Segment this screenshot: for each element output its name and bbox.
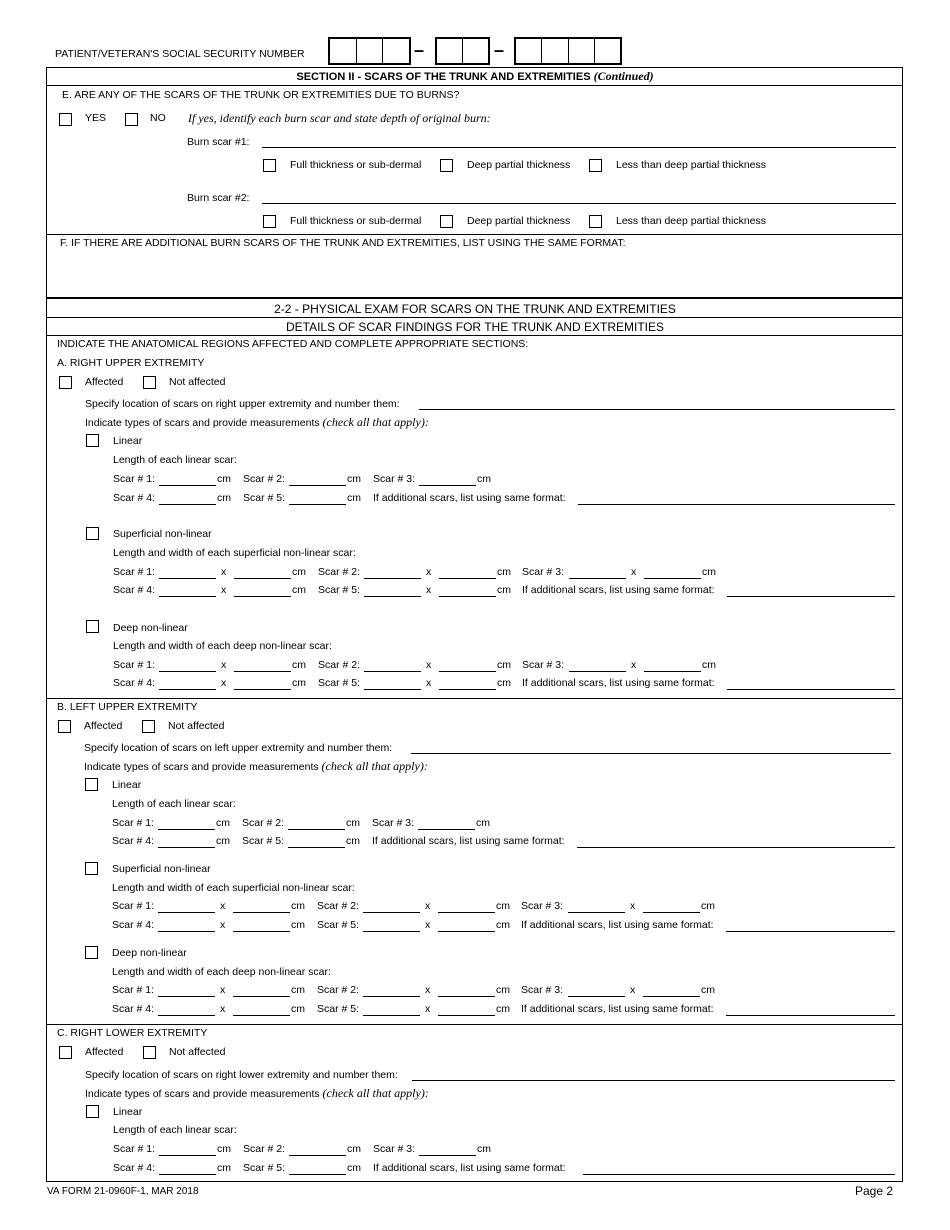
unit-cm: cm (497, 659, 511, 671)
times-x: x (426, 677, 432, 689)
times-x: x (425, 919, 431, 931)
c-not-affected-checkbox[interactable] (143, 1046, 156, 1059)
unit-cm: cm (347, 492, 361, 504)
b-deep-len-label: Length and width of each deep non-linear scar: (112, 966, 331, 978)
b-lin-additional-label: If additional scars, list using same format: (372, 835, 565, 847)
b-deep-scar4-width[interactable] (233, 1015, 290, 1016)
divider (47, 234, 903, 235)
c-linear-checkbox[interactable] (86, 1105, 99, 1118)
b-sup-scar4-length[interactable] (158, 931, 215, 932)
b-lin-scar4-field[interactable] (158, 847, 215, 848)
b-lin-scar2-label: Scar # 2: (242, 817, 285, 829)
times-x: x (425, 984, 431, 996)
b-sup-scar3-length[interactable] (568, 912, 625, 913)
a-sup-additional-field[interactable] (727, 596, 895, 597)
b-sup-scar1-label: Scar # 1: (112, 900, 155, 912)
b-deep-additional-label: If additional scars, list using same format: (521, 1003, 714, 1015)
a-deep-additional-label: If additional scars, list using same format: (522, 677, 715, 689)
form-number: VA FORM 21-0960F-1, MAR 2018 (47, 1186, 199, 1197)
unit-cm: cm (477, 1143, 491, 1155)
b-deep-scar5-label: Scar # 5: (317, 1003, 360, 1015)
a-lin-scar2-field[interactable] (289, 485, 346, 486)
a-superficial-len-label: Length and width of each superficial non-linear scar: (113, 547, 356, 559)
b-deep-scar2-length[interactable] (363, 996, 420, 997)
c-lin-scar5-field[interactable] (289, 1174, 346, 1175)
burn1-less-checkbox[interactable] (589, 159, 602, 172)
a-sup-scar1-label: Scar # 1: (113, 566, 156, 578)
a-deep-scar4-length[interactable] (159, 689, 216, 690)
b-affected-label: Affected (84, 720, 123, 732)
divider (47, 1024, 903, 1025)
burn1-deep-checkbox[interactable] (440, 159, 453, 172)
c-affected-label: Affected (85, 1046, 124, 1058)
b-deep-scar1-length[interactable] (158, 996, 215, 997)
a-deep-scar3-label: Scar # 3: (522, 659, 565, 671)
times-x: x (426, 584, 432, 596)
times-x: x (220, 1003, 226, 1015)
unit-cm: cm (347, 1162, 361, 1174)
burn2-full-label: Full thickness or sub-dermal (290, 215, 422, 227)
a-linear-checkbox[interactable] (86, 434, 99, 447)
c-lin-additional-field[interactable] (583, 1174, 895, 1175)
unit-cm: cm (292, 566, 306, 578)
unit-cm: cm (347, 473, 361, 485)
b-sup-scar5-length[interactable] (363, 931, 420, 932)
a-deep-additional-field[interactable] (727, 689, 895, 690)
a-sup-scar1-length[interactable] (159, 578, 216, 579)
unit-cm: cm (291, 919, 305, 931)
divider (47, 85, 903, 86)
b-deep-label: Deep non-linear (112, 947, 187, 959)
c-indicate-types: Indicate types of scars and provide measurements (check all that apply): (85, 1086, 429, 1100)
times-x: x (631, 659, 637, 671)
c-not-affected-label: Not affected (169, 1046, 226, 1058)
c-lin-scar2-label: Scar # 2: (243, 1143, 286, 1155)
unit-cm: cm (496, 1003, 510, 1015)
region-c-title: C. RIGHT LOWER EXTREMITY (57, 1027, 208, 1039)
unit-cm: cm (292, 659, 306, 671)
b-lin-scar4-label: Scar # 4: (112, 835, 155, 847)
a-sup-scar2-label: Scar # 2: (318, 566, 361, 578)
burn-scar-2-field[interactable] (262, 203, 896, 204)
unit-cm: cm (216, 817, 230, 829)
b-specify-label: Specify location of scars on left upper extremity and number them: (84, 742, 393, 754)
a-sup-scar5-label: Scar # 5: (318, 584, 361, 596)
a-lin-scar4-field[interactable] (159, 504, 216, 505)
b-deep-scar5-width[interactable] (438, 1015, 495, 1016)
b-lin-scar1-field[interactable] (158, 829, 215, 830)
region-a-title: A. RIGHT UPPER EXTREMITY (57, 357, 205, 369)
b-deep-scar1-label: Scar # 1: (112, 984, 155, 996)
c-lin-scar2-field[interactable] (289, 1155, 346, 1156)
a-deep-scar1-width[interactable] (234, 671, 291, 672)
question-e: E. ARE ANY OF THE SCARS OF THE TRUNK OR EXTREMITIES DUE TO BURNS? (62, 89, 460, 101)
unit-cm: cm (291, 900, 305, 912)
b-deep-scar4-length[interactable] (158, 1015, 215, 1016)
a-indicate-types: Indicate types of scars and provide measurements (check all that apply): (85, 415, 429, 429)
a-sup-additional-label: If additional scars, list using same format: (522, 584, 715, 596)
times-x: x (426, 566, 432, 578)
a-linear-len-label: Length of each linear scar: (113, 454, 237, 466)
unit-cm: cm (497, 566, 511, 578)
c-specify-label: Specify location of scars on right lower extremity and number them: (85, 1069, 398, 1081)
unit-cm: cm (496, 919, 510, 931)
b-deep-checkbox[interactable] (85, 946, 98, 959)
unit-cm: cm (496, 984, 510, 996)
b-affected-checkbox[interactable] (58, 720, 71, 733)
burn-instruction: If yes, identify each burn scar and state depth of original burn: (188, 111, 491, 125)
a-lin-scar1-label: Scar # 1: (113, 473, 156, 485)
a-lin-scar1-field[interactable] (159, 485, 216, 486)
b-deep-scar5-length[interactable] (363, 1015, 420, 1016)
times-x: x (631, 566, 637, 578)
section-continued: (Continued) (593, 69, 654, 83)
times-x: x (221, 659, 227, 671)
yes-label: YES (85, 112, 107, 124)
a-affected-checkbox[interactable] (59, 376, 72, 389)
unit-cm: cm (702, 659, 716, 671)
unit-cm: cm (701, 984, 715, 996)
b-not-affected-label: Not affected (168, 720, 225, 732)
additional-burn-scars-field[interactable] (60, 252, 895, 296)
ssn-part-2[interactable] (435, 37, 490, 65)
a-deep-checkbox[interactable] (86, 620, 99, 633)
a-sup-scar4-width[interactable] (234, 596, 291, 597)
b-sup-scar5-width[interactable] (438, 931, 495, 932)
region-b-title: B. LEFT UPPER EXTREMITY (57, 701, 198, 713)
b-lin-scar5-label: Scar # 5: (242, 835, 285, 847)
c-lin-scar3-label: Scar # 3: (373, 1143, 416, 1155)
b-lin-scar3-field[interactable] (418, 829, 475, 830)
b-linear-len-label: Length of each linear scar: (112, 798, 236, 810)
a-deep-scar1-label: Scar # 1: (113, 659, 156, 671)
unit-cm: cm (291, 1003, 305, 1015)
ssn-dash-1: – (414, 40, 425, 60)
question-f: F. IF THERE ARE ADDITIONAL BURN SCARS OF THE TRUNK AND EXTREMITIES, LIST USING THE SAME FORMAT: (60, 237, 626, 249)
b-indicate-types: Indicate types of scars and provide measurements (check all that apply): (84, 759, 428, 773)
b-sup-additional-field[interactable] (726, 931, 895, 932)
b-deep-scar2-label: Scar # 2: (317, 984, 360, 996)
b-sup-scar2-width[interactable] (438, 912, 495, 913)
a-deep-scar3-width[interactable] (644, 671, 701, 672)
a-lin-scar4-label: Scar # 4: (113, 492, 156, 504)
burn1-full-label: Full thickness or sub-dermal (290, 159, 422, 171)
divider (47, 317, 903, 318)
c-lin-scar1-label: Scar # 1: (113, 1143, 156, 1155)
unit-cm: cm (496, 900, 510, 912)
unit-cm: cm (477, 473, 491, 485)
b-lin-additional-field[interactable] (577, 847, 895, 848)
burn-scar-2-label: Burn scar #2: (187, 192, 250, 204)
a-specify-label: Specify location of scars on right upper extremity and number them: (85, 398, 400, 410)
b-deep-additional-field[interactable] (726, 1015, 895, 1016)
a-superficial-label: Superficial non-linear (113, 528, 212, 540)
burn-scar-1-label: Burn scar #1: (187, 136, 250, 148)
b-deep-scar3-label: Scar # 3: (521, 984, 564, 996)
b-superficial-label: Superficial non-linear (112, 863, 211, 875)
unit-cm: cm (217, 1143, 231, 1155)
a-sup-scar3-width[interactable] (644, 578, 701, 579)
b-deep-scar3-length[interactable] (568, 996, 625, 997)
a-not-affected-label: Not affected (169, 376, 226, 388)
c-lin-scar4-field[interactable] (159, 1174, 216, 1175)
unit-cm: cm (291, 984, 305, 996)
times-x: x (221, 566, 227, 578)
no-label: NO (150, 112, 166, 124)
burn2-less-label: Less than deep partial thickness (616, 215, 767, 227)
unit-cm: cm (292, 584, 306, 596)
a-sup-scar1-width[interactable] (234, 578, 291, 579)
a-deep-scar2-label: Scar # 2: (318, 659, 361, 671)
page-number: Page 2 (855, 1184, 894, 1198)
unit-cm: cm (701, 900, 715, 912)
a-specify-field[interactable] (419, 409, 895, 410)
exam-title: 2-2 - PHYSICAL EXAM FOR SCARS ON THE TRUNK AND EXTREMITIES (274, 302, 676, 316)
unit-cm: cm (217, 1162, 231, 1174)
b-not-affected-checkbox[interactable] (142, 720, 155, 733)
burn1-full-checkbox[interactable] (263, 159, 276, 172)
a-sup-scar3-length[interactable] (569, 578, 626, 579)
a-deep-scar5-label: Scar # 5: (318, 677, 361, 689)
burn1-deep-label: Deep partial thickness (467, 159, 571, 171)
burn2-full-checkbox[interactable] (263, 215, 276, 228)
b-superficial-checkbox[interactable] (85, 862, 98, 875)
divider (47, 698, 903, 699)
unit-cm: cm (346, 835, 360, 847)
ssn-part-3[interactable] (514, 37, 622, 65)
a-deep-scar2-width[interactable] (439, 671, 496, 672)
b-sup-scar3-label: Scar # 3: (521, 900, 564, 912)
b-lin-scar2-field[interactable] (288, 829, 345, 830)
a-deep-label: Deep non-linear (113, 622, 188, 634)
ssn-label: PATIENT/VETERAN'S SOCIAL SECURITY NUMBER (55, 48, 305, 60)
a-superficial-checkbox[interactable] (86, 527, 99, 540)
a-deep-scar5-length[interactable] (364, 689, 421, 690)
divider (46, 297, 903, 299)
unit-cm: cm (702, 566, 716, 578)
c-lin-scar5-label: Scar # 5: (243, 1162, 286, 1174)
unit-cm: cm (292, 677, 306, 689)
a-sup-scar2-width[interactable] (439, 578, 496, 579)
unit-cm: cm (346, 817, 360, 829)
b-sup-scar4-label: Scar # 4: (112, 919, 155, 931)
times-x: x (630, 984, 636, 996)
c-lin-scar4-label: Scar # 4: (113, 1162, 156, 1174)
c-lin-scar1-field[interactable] (159, 1155, 216, 1156)
burn2-deep-label: Deep partial thickness (467, 215, 571, 227)
burn-scar-1-field[interactable] (262, 147, 896, 148)
a-deep-scar1-length[interactable] (159, 671, 216, 672)
b-sup-scar3-width[interactable] (643, 912, 700, 913)
details-title: DETAILS OF SCAR FINDINGS FOR THE TRUNK AND EXTREMITIES (285, 320, 665, 334)
ssn-part-1[interactable] (328, 37, 411, 65)
times-x: x (220, 919, 226, 931)
a-deep-scar4-width[interactable] (234, 689, 291, 690)
b-deep-scar4-label: Scar # 4: (112, 1003, 155, 1015)
unit-cm: cm (497, 584, 511, 596)
unit-cm: cm (216, 835, 230, 847)
burn2-less-checkbox[interactable] (589, 215, 602, 228)
a-sup-scar3-label: Scar # 3: (522, 566, 565, 578)
a-deep-scar3-length[interactable] (569, 671, 626, 672)
indicate-regions: INDICATE THE ANATOMICAL REGIONS AFFECTED AND COMPLETE APPROPRIATE SECTIONS: (57, 338, 529, 350)
a-deep-scar5-width[interactable] (439, 689, 496, 690)
unit-cm: cm (217, 492, 231, 504)
times-x: x (426, 659, 432, 671)
times-x: x (425, 900, 431, 912)
yes-checkbox[interactable] (59, 113, 72, 126)
unit-cm: cm (217, 473, 231, 485)
a-lin-scar5-field[interactable] (289, 504, 346, 505)
no-checkbox[interactable] (125, 113, 138, 126)
a-lin-additional-label: If additional scars, list using same format: (373, 492, 566, 504)
a-lin-additional-field[interactable] (578, 504, 895, 505)
b-sup-scar2-label: Scar # 2: (317, 900, 360, 912)
c-lin-scar3-field[interactable] (419, 1155, 476, 1156)
b-linear-label: Linear (112, 779, 142, 791)
c-specify-field[interactable] (412, 1080, 895, 1081)
b-lin-scar1-label: Scar # 1: (112, 817, 155, 829)
a-sup-scar4-length[interactable] (159, 596, 216, 597)
a-affected-label: Affected (85, 376, 124, 388)
burn2-deep-checkbox[interactable] (440, 215, 453, 228)
b-sup-scar5-label: Scar # 5: (317, 919, 360, 931)
times-x: x (220, 984, 226, 996)
a-not-affected-checkbox[interactable] (143, 376, 156, 389)
b-superficial-len-label: Length and width of each superficial non-linear scar: (112, 882, 355, 894)
c-affected-checkbox[interactable] (59, 1046, 72, 1059)
c-linear-label: Linear (113, 1106, 143, 1118)
times-x: x (221, 677, 227, 689)
unit-cm: cm (476, 817, 490, 829)
times-x: x (221, 584, 227, 596)
a-lin-scar3-field[interactable] (419, 485, 476, 486)
unit-cm: cm (497, 677, 511, 689)
times-x: x (220, 900, 226, 912)
a-sup-scar5-width[interactable] (439, 596, 496, 597)
a-linear-label: Linear (113, 435, 143, 447)
a-lin-scar5-label: Scar # 5: (243, 492, 286, 504)
unit-cm: cm (347, 1143, 361, 1155)
a-deep-len-label: Length and width of each deep non-linear scar: (113, 640, 332, 652)
b-lin-scar3-label: Scar # 3: (372, 817, 415, 829)
b-sup-scar1-length[interactable] (158, 912, 215, 913)
burn1-less-label: Less than deep partial thickness (616, 159, 767, 171)
a-deep-scar2-length[interactable] (364, 671, 421, 672)
b-sup-scar2-length[interactable] (363, 912, 420, 913)
times-x: x (630, 900, 636, 912)
b-deep-scar1-width[interactable] (233, 996, 290, 997)
b-specify-field[interactable] (411, 753, 891, 754)
a-sup-scar5-length[interactable] (364, 596, 421, 597)
times-x: x (425, 1003, 431, 1015)
b-sup-scar1-width[interactable] (233, 912, 290, 913)
ssn-dash-2: – (494, 40, 505, 60)
c-lin-additional-label: If additional scars, list using same format: (373, 1162, 566, 1174)
divider (47, 335, 903, 336)
a-sup-scar2-length[interactable] (364, 578, 421, 579)
b-lin-scar5-field[interactable] (288, 847, 345, 848)
a-sup-scar4-label: Scar # 4: (113, 584, 156, 596)
section-title: SECTION II - SCARS OF THE TRUNK AND EXTREMITIES (Continued) (296, 69, 654, 83)
a-lin-scar3-label: Scar # 3: (373, 473, 416, 485)
a-deep-scar4-label: Scar # 4: (113, 677, 156, 689)
b-deep-scar3-width[interactable] (643, 996, 700, 997)
b-sup-additional-label: If additional scars, list using same format: (521, 919, 714, 931)
b-sup-scar4-width[interactable] (233, 931, 290, 932)
a-lin-scar2-label: Scar # 2: (243, 473, 286, 485)
c-linear-len-label: Length of each linear scar: (113, 1124, 237, 1136)
b-deep-scar2-width[interactable] (438, 996, 495, 997)
b-linear-checkbox[interactable] (85, 778, 98, 791)
